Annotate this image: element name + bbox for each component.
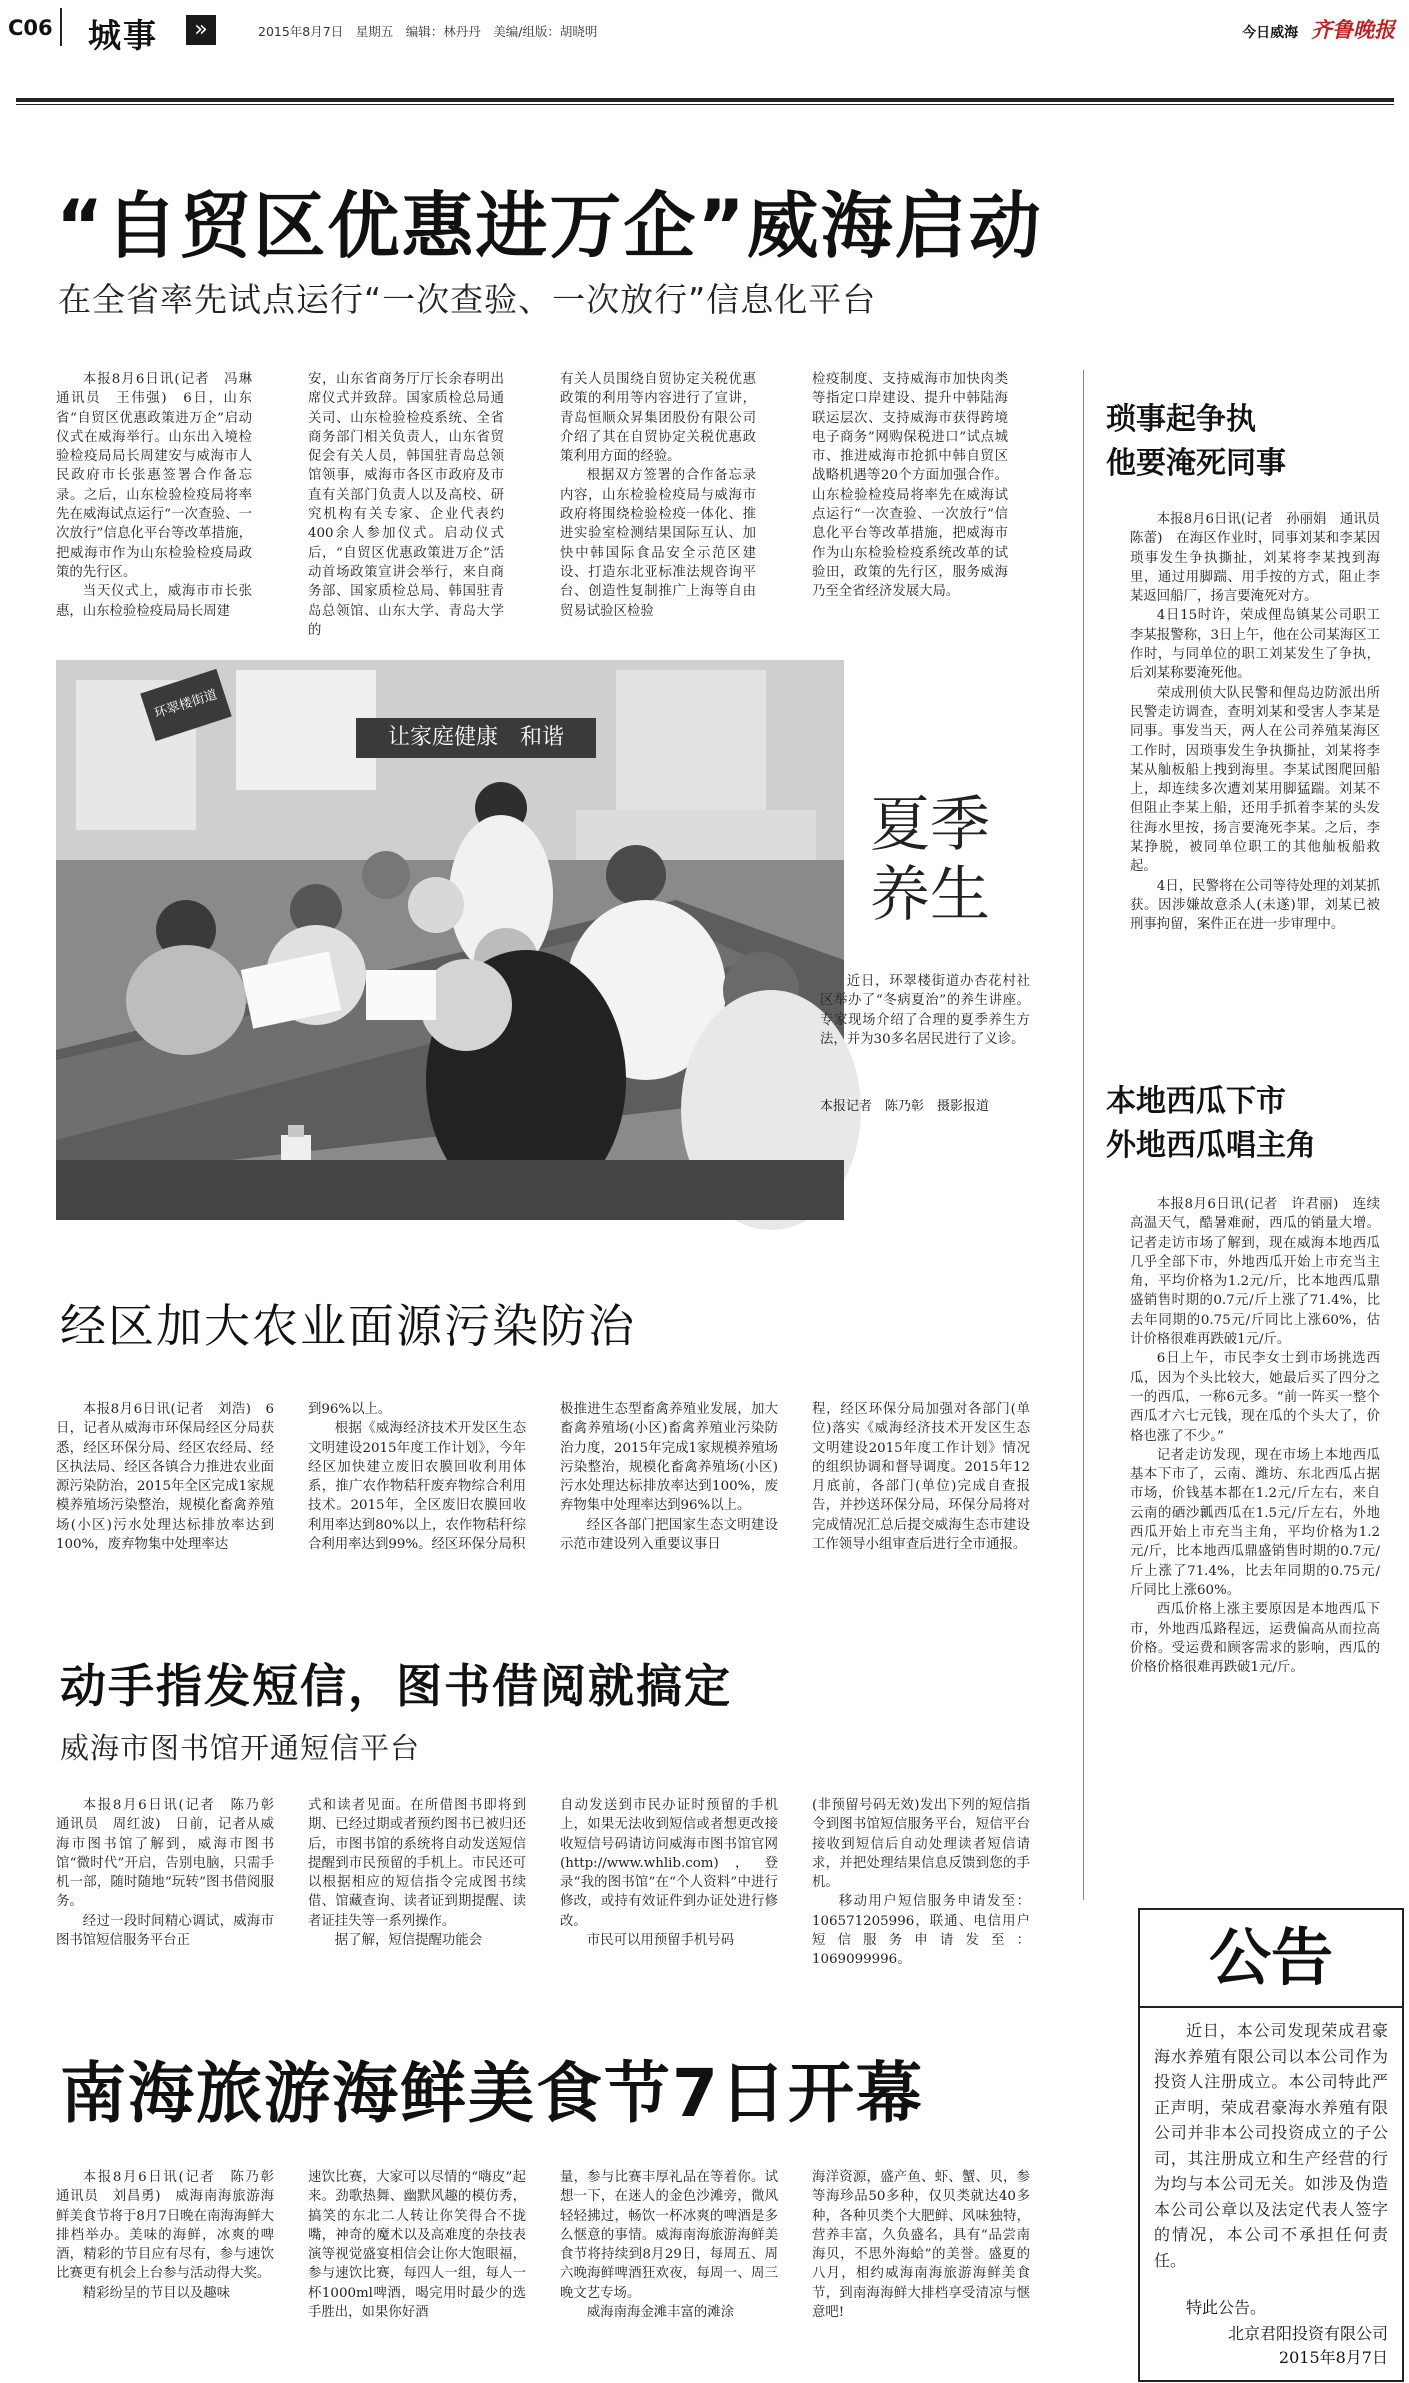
story-3-subheadline: 威海市图书馆开通短信平台 <box>60 1731 421 1765</box>
paragraph: 近日，环翠楼街道办杏花村社区举办了“冬病夏治”的养生讲座。专家现场介绍了合理的夏季养生方法，并为30多名居民进行了义诊。 <box>820 974 1030 1047</box>
page-number: C06 <box>8 16 53 40</box>
notice-closing: 特此公告。 <box>1186 2298 1267 2317</box>
page-header <box>0 0 1409 55</box>
paragraph: 4日，民警将在公司等待处理的刘某抓获。因涉嫌故意杀人(未遂)罪，刘某已被刑事拘留，案件正在进一步审理中。 <box>1130 878 1380 933</box>
side-story-2-body <box>1130 1195 1380 1885</box>
column-divider <box>1083 370 1084 1900</box>
paragraph: 经区各部门把国家生态文明建设示范市建设列入重要议事日 <box>560 1517 778 1553</box>
story-2-column-1 <box>56 1400 274 1600</box>
section-name: 城事 <box>88 16 158 55</box>
lead-subheadline: 在全省率先试点运行“一次查验、一次放行”信息化平台 <box>58 280 877 319</box>
paragraph: 检疫制度、支持威海市加快肉类等指定口岸建设、提升中韩陆海联运层次、支持威海市获得跨境电子商务”网购保税进口”试点城市、推进威海市抢抓中韩自贸区战略机遇等20个方面加强合作。山东检验检疫局将率先在威海试点运行“一次查验、一次放行”信息化平台等改革措施，把威海市作为山东检验检疫系统改革的试验田，政策的先行区，服务威海乃至全省经济发展大局。 <box>812 372 1008 600</box>
paragraph: 本报8月6日讯(记者 刘浩) 6日，记者从威海市环保局经区分局获悉，经区环保分局、经区农经局、经区执法局、经区各镇合力推进农业面源污染防治，2015年全区完成1家规模养殖场污染整治，规模化畜禽养殖场(小区)污水处理达标排放率达到100%，废弃物集中处理率达 <box>56 1402 274 1553</box>
paragraph: 自动发送到市民办证时预留的手机上，如果无法收到短信或者想更改接收短信号码请访问威海市图书馆官网(http://www.whlib.com)，登录“我的图书馆”在“个人资料”中进行修改，或持有效证件到办证处进行修改。 <box>560 1798 778 1929</box>
lead-headline: “自贸区优惠进万企”威海启动 <box>56 184 1043 268</box>
paragraph: 本报8月6日讯(记者 许君丽) 连续高温天气，酷暑难耐，西瓜的销量大增。记者走访市场了解到，现在威海本地西瓜几乎全部下市，外地西瓜开始上市充当主角，平均价格为1.2元/斤，比本地西瓜鼎盛销售时期的0.7元/斤上涨了71.4%，比去年同期的0.75元/斤同比上涨60%，估计价格很难再跌破1元/斤。 <box>1130 1197 1380 1348</box>
paragraph: 4日15时许，荣成俚岛镇某公司职工李某报警称，3日上午，他在公司某海区工作时，与同单位的职工刘某发生了争执，后刘某称要淹死他。 <box>1130 608 1380 682</box>
story-4-headline: 南海旅游海鲜美食节7日开幕 <box>60 2055 924 2132</box>
story-2-headline: 经区加大农业面源污染防治 <box>60 1299 636 1353</box>
story-4-column-4 <box>812 2168 1030 2378</box>
paragraph: 到96%以上。 <box>308 1402 392 1417</box>
paragraph: 精彩纷呈的节目以及趣味 <box>82 2285 231 2301</box>
paragraph: 市民可以用预留手机号码 <box>586 1933 735 1949</box>
paragraph: 本报8月6日讯(记者 孙丽娟 通讯员 陈蕾) 在海区作业时，同事刘某和李某因琐事发生争执撕扯，刘某将李某拽到海里，通过用脚踹、用手按的方式，阻止李某返回船厂，扬言要淹死对方。 <box>1130 512 1394 605</box>
paragraph: 6日上午，市民李女士到市场挑选西瓜，因为个头比较大，她最后买了四分之一的西瓜，一称6元多。“前一阵买一整个西瓜才六七元钱，现在瓜的个头大了，价格也涨了不少。” <box>1130 1351 1380 1444</box>
paragraph: 安，山东省商务厅厅长余春明出席仪式并致辞。国家质检总局通关司、山东检验检疫系统、全省商务部门相关负责人，山东省贸促会有关人员，韩国驻青岛总领馆领事，威海市各区市政府及市直有关部门负责人以及高校、研究机构有关专家、企业代表约400余人参加仪式。启动仪式后，“自贸区优惠政策进万企”活动首场政策宣讲会举行，来自商务部、国家质检总局、韩国驻青岛总领馆、山东大学、青岛大学的 <box>308 372 504 638</box>
paragraph: 极推进生态型畜禽养殖业发展，加大畜禽养殖场(小区)畜禽养殖业污染防治力度，2015年完成1家规模养殖场污染整治，规模化畜禽养殖场(小区)污水处理达标排放率达到100%，废弃物集中处理率达到96%以上。 <box>560 1402 778 1514</box>
story-2-column-3 <box>560 1400 778 1600</box>
banner-slogan: 让家庭健康 和谐 <box>356 718 596 758</box>
lead-column-1 <box>56 370 266 632</box>
story-3-column-3 <box>560 1796 778 1996</box>
lead-column-4 <box>812 370 1008 632</box>
paragraph: 威海南海金滩丰富的滩涂 <box>586 2305 735 2321</box>
photo-caption <box>820 972 1030 1082</box>
banner-left: 环翠楼街道 <box>140 669 232 741</box>
paragraph: 荣成刑侦大队民警和俚岛边防派出所民警走访调查，查明刘某和受害人李某是同事。事发当天，两人在公司养殖某海区工作时，因琐事发生争执撕扯，刘某将李某从舢板船上拽到海里。李某试图爬回船上，却连续多次遭刘某用脚猛踹。刘某不但阻止李某上船，还用手抓着李某的头发往海水里按，扬言要淹死李某。之后，李某挣脱，被同单位职工的其他舢板船救起。 <box>1130 685 1380 875</box>
story-3-headline: 动手指发短信，图书借阅就搞定 <box>60 1659 732 1713</box>
paragraph: 量，参与比赛丰厚礼品在等着你。试想一下，在迷人的金色沙滩旁，微风轻轻拂过，畅饮一杯冰爽的啤酒是多么惬意的事情。威海南海旅游海鲜美食节将持续到8月29日，每周五、周六晚海鲜啤酒狂欢夜，每周一、周三晚文艺专场。 <box>560 2170 778 2301</box>
public-notice <box>1138 1908 1404 2382</box>
notice-rule <box>1140 2006 1402 2008</box>
paragraph: 西瓜价格上涨主要原因是本地西瓜下市，外地西瓜路程远，运费偏高从而拉高价格。受运费和顾客需求的影响，西瓜的价格价格很难再跌破1元/斤。 <box>1130 1602 1380 1676</box>
side-story-2-headline: 本地西瓜下市 外地西瓜唱主角 <box>1106 1084 1316 1163</box>
photo-feature-title: 夏季 养生 <box>870 790 990 930</box>
paragraph: 式和读者见面。在所借图书即将到期、已经过期或者预约图书已被归还后，市图书馆的系统将自动发送短信提醒到市民预留的手机上。市民还可以根据相应的短信指令完成图书续借、馆藏查询、读者证到期提醒、读者证挂失等一系列操作。 <box>308 1798 526 1929</box>
notice-company: 北京君阳投资有限公司 <box>1227 2324 1388 2343</box>
notice-title: 公告 <box>1208 1921 1333 1994</box>
issue-meta: 2015年8月7日 星期五 编辑：林丹丹 美编/组版：胡晓明 <box>258 24 598 39</box>
side-story-1-headline: 琐事起争执 他要淹死同事 <box>1106 402 1286 481</box>
edition-name: 今日威海 <box>1242 25 1299 41</box>
double-chevron-right-icon: » <box>186 15 216 45</box>
photo-credit: 本报记者 陈乃彰 摄影报道 <box>820 1099 990 1114</box>
story-4-column-1 <box>56 2168 288 2378</box>
story-3-column-2 <box>308 1796 526 1996</box>
story-3-column-4 <box>812 1796 1030 1996</box>
story-2-column-4 <box>812 1400 1030 1600</box>
story-4-column-2 <box>308 2168 526 2378</box>
story-2-column-2 <box>308 1400 526 1600</box>
header-rule <box>16 98 1394 102</box>
paragraph: 有关人员围绕自贸协定关税优惠政策的利用等内容进行了宣讲，青岛恒顺众昇集团股份有限公司介绍了其在自贸协定关税优惠政策利用方面的经验。 <box>560 372 756 465</box>
paragraph: 记者走访发现，现在市场上本地西瓜基本下市了，云南、潍坊、东北西瓜占据市场，价钱基本都在1.2元/斤左右，来自云南的硒沙瓤西瓜在1.5元/斤左右，外地西瓜开始上市充当主角，平均价格为1.2元/斤，比本地西瓜鼎盛销售时期的0.7元/斤上涨了71.4%，比去年同期的0.75元/斤同比上涨60%。 <box>1130 1447 1380 1598</box>
header-rule-thin <box>16 104 1394 105</box>
lead-column-2 <box>308 370 504 638</box>
paragraph: 据了解，短信提醒功能会 <box>334 1933 483 1949</box>
paragraph: 根据《威海经济技术开发区生态文明建设2015年度工作计划》，今年经区加快建立废旧农膜回收利用体系，推广农作物秸秆废弃物综合利用技术。2015年，全区废旧农膜回收利用率达到80%以上，农作物秸秆综合利用率达到99%。经区环保分局积 <box>308 1421 526 1553</box>
paragraph: 本报8月6日讯(记者 陈乃彰 通讯员 周红波) 日前，记者从威海市图书馆了解到，威海市图书馆“微时代”开启，告别电脑，只需手机一部，随时随地“玩转”图书借阅服务。 <box>56 1798 288 1910</box>
story-3-column-1 <box>56 1796 288 1996</box>
paragraph: 程，经区环保分局加强对各部门(单位)落实《威海经济技术开发区生态文明建设2015年度工作计划》情况的组织协调和督导调度。2015年12月底前，各部门(单位)完成自查报告，并抄送环保分局，环保分局将对完成情况汇总后提交威海生态市建设工作领导小组审查后进行全市通报。 <box>812 1402 1030 1553</box>
section-label <box>78 8 216 55</box>
masthead <box>1242 14 1395 44</box>
paper-logo: 齐鲁晚报 <box>1311 18 1395 42</box>
paragraph: (非预留号码无效)发出下列的短信指令到图书馆短信服务平台，短信平台接收到短信后自动处理读者短信请求，并把处理结果信息反馈到您的手机。 <box>812 1798 1030 1891</box>
paragraph: 根据双方签署的合作备忘录内容，山东检验检疫局与威海市政府将围绕检验检疫一体化、推进实验室检测结果国际互认、加快中韩国际食品安全示范区建设、打造东北亚标准法规咨询平台、创造性复制推广上海等自由贸易试验区检验 <box>560 468 756 619</box>
notice-body: 近日，本公司发现荣成君豪海水养殖有限公司以本公司作为投资人注册成立。本公司特此严正声明，荣成君豪海水养殖有限公司并非本公司投资成立的子公司，其注册成立和生产经营的行为均与本公司无关。如涉及伪造本公司公章以及法定代表人签字的情况，本公司不承担任何责任。 <box>1154 2021 1388 2270</box>
side-story-1-body <box>1130 510 1394 1040</box>
paragraph: 海洋资源，盛产鱼、虾、蟹、贝，参等海珍品50多种，仅贝类就达40多种，各种贝类个大肥鲜、风味独特，营养丰富，久负盛名，具有“品尝南海贝，不思外海蛤”的美誉。盛夏的八月，相约威海南海旅游海鲜美食节，到南海海鲜大排档享受清凉与惬意吧! <box>812 2170 1030 2321</box>
news-photo <box>56 660 844 1220</box>
paragraph: 移动用户短信服务申请发至：10657120599​6，联通、电信用户短信服务申请发至：1069099996。 <box>812 1894 1030 1968</box>
lead-column-3 <box>560 370 756 632</box>
notice-date: 2015年8月7日 <box>1278 2348 1388 2367</box>
divider <box>60 8 62 46</box>
paragraph: 本报8月6日讯(记者 冯琳 通讯员 王伟强) 6日，山东省“自贸区优惠政策进万企”启动仪式在威海举行。山东出入境检验检疫局局长周建安与威海市人民政府市长张惠签署合作备忘录。之后，山东检验检疫局将率先在威海试点运行“一次查验、一次放行”信息化平台等改革措施，把威海市作为山东检验检疫局政策的先行区。 <box>56 372 266 580</box>
paragraph: 速饮比赛，大家可以尽情的“嗨皮”起来。劲歌热舞、幽默风趣的模仿秀，搞笑的东北二人转让你笑得合不拢嘴，神奇的魔术以及高难度的杂技表演等视觉盛宴相信会让你大饱眼福，参与速饮比赛，每四人一组，每人一杯1000ml啤酒，喝完用时最少的选手胜出，如果你好酒 <box>308 2170 526 2321</box>
paragraph: 当天仪式上，威海市市长张惠，山东检验检疫局局长周建 <box>56 584 252 619</box>
paragraph: 本报8月6日讯(记者 陈乃彰 通讯员 刘昌勇) 威海南海旅游海鲜美食节将于8月7日晚在南海海鲜大排档举办。美味的海鲜，冰爽的啤酒，精彩的节目应有尽有，参与速饮比赛更有机会上台参与活动得大奖。 <box>56 2170 288 2282</box>
paragraph: 经过一段时间精心调试，威海市图书馆短信服务平台正 <box>56 1913 274 1949</box>
story-4-column-3 <box>560 2168 778 2378</box>
